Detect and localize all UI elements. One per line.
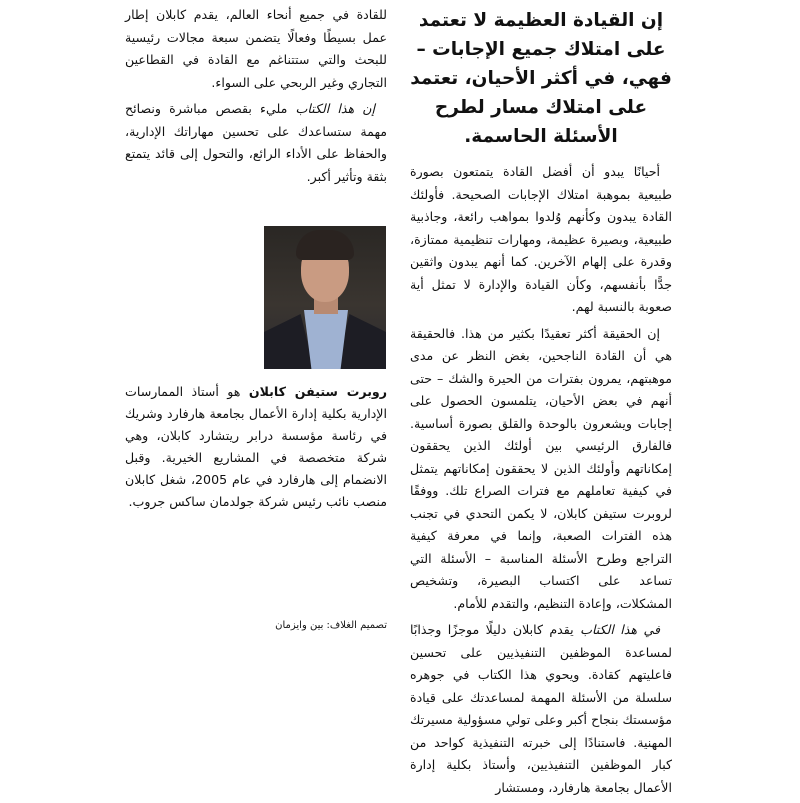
cover-credit: تصميم الغلاف: بين وايزمان (275, 620, 387, 631)
left-paragraph-1: للقادة في جميع أنحاء العالم، يقدم كابلان إطار عمل بسيطًا وفعالًا يتضمن سبعة مجالات رئيسية للبحث والتي ستتناغم مع القادة في القطاعين التجاري وغير الربحي على السواء. (125, 7, 387, 90)
right-paragraph-3-text: يقدم كابلان دليلًا موجزًا وجذابًا لمساعدة الموظفين التنفيذيين على تحسين فاعليتهم كقادة. ويحوي هذا الكتاب في جوهره سلسلة من الأسئلة المهمة لمساعدتك على قيادة مؤسستك بنجاح أكبر وعلى تولي مسؤولية مسيرتك المهنية. فاستنادًا إلى خبرته التنفيذية كواحد من كبار الموظفين التنفيذيين، وأستاذ بكلية إدارة الأعمال بجامعة هارفارد، ومستشار (410, 622, 672, 795)
bio-paragraph (125, 381, 387, 513)
left-paragraph-2-text: مليء بقصص مباشرة ونصائح مهمة ستساعدك على تحسين مهاراتك الإدارية، والحفاظ على الأداء الرائع، والتحول إلى قائد يتمتع بثقة وتأثير أكبر. (125, 101, 387, 184)
author-name: روبرت ستيفن كابلان (248, 384, 387, 399)
right-paragraph-3 (410, 619, 672, 799)
left-column (125, 4, 387, 192)
headline: إن القيادة العظيمة لا تعتمد على امتلاك جميع الإجابات – فهي، في أكثر الأحيان، تعتمد على امتلاك مسار لطرح الأسئلة الحاسمة. (410, 10, 672, 147)
author-photo (264, 226, 386, 369)
right-column (410, 0, 672, 803)
book-title-em-2: إن هذا الكتاب (295, 101, 375, 116)
right-paragraph-2: إن الحقيقة أكثر تعقيدًا بكثير من هذا. فالحقيقة هي أن القادة الناجحين، بغض النظر عن مدى موهبتهم، يمرون بفترات من الحيرة والشك – حتى أنهم في بعض الأحيان، يتلمسون الحصول على إجابات ويشعرون بالوحدة والقلق بصورة أساسية. فالفارق الرئيسي بين أولئك الذين يحققون إمكاناتهم وأولئك الذين لا يحققون إمكاناتهم يتمثل في كيفية تعاملهم مع فترات الصراع تلك. ووفقًا لروبرت ستيفن كابلان، لا يكمن التحدي في تجنب هذه الفترات الصعبة، وإنما في معرفة كيفية التراجع وطرح الأسئلة المناسبة – الأسئلة التي تساعد على اكتساب البصيرة، وتشخيص المشكلات، وإعادة التنظيم، والتقدم للأمام. (410, 325, 672, 611)
bio-text: هو أستاذ الممارسات الإدارية بكلية إدارة الأعمال بجامعة هارفارد وشريك في رئاسة مؤسسة درابر ريتشارد كابلان، وهي شركة متخصصة في المشاريع الخيرية. وقبل الانضمام إلى هارفارد في عام 2005، شغل كابلان منصب نائب رئيس شركة جولدمان ساكس جروب. (125, 384, 387, 509)
photo-shirt (304, 310, 348, 369)
author-bio (125, 381, 387, 517)
left-paragraph-2 (125, 98, 387, 188)
photo-hair (296, 230, 354, 260)
right-paragraph-1: أحيانًا يبدو أن أفضل القادة يتمتعون بصورة طبيعية بموهبة امتلاك الإجابات الصحيحة. فأولئك القادة يبدون وكأنهم وُلدوا بمواهب رائعة، وجاذبية طبيعية، وبصيرة عظيمة، ومهارات تنظيمية ممتازة، وقدرة على إلهام الآخرين. كما أنهم يبدون واثقين جدًّا بأنفسهم، وكأن القيادة والإدارة لا تمثل أية صعوبة بالنسبة لهم. (410, 164, 672, 314)
book-title-em: في هذا الكتاب (580, 622, 661, 637)
